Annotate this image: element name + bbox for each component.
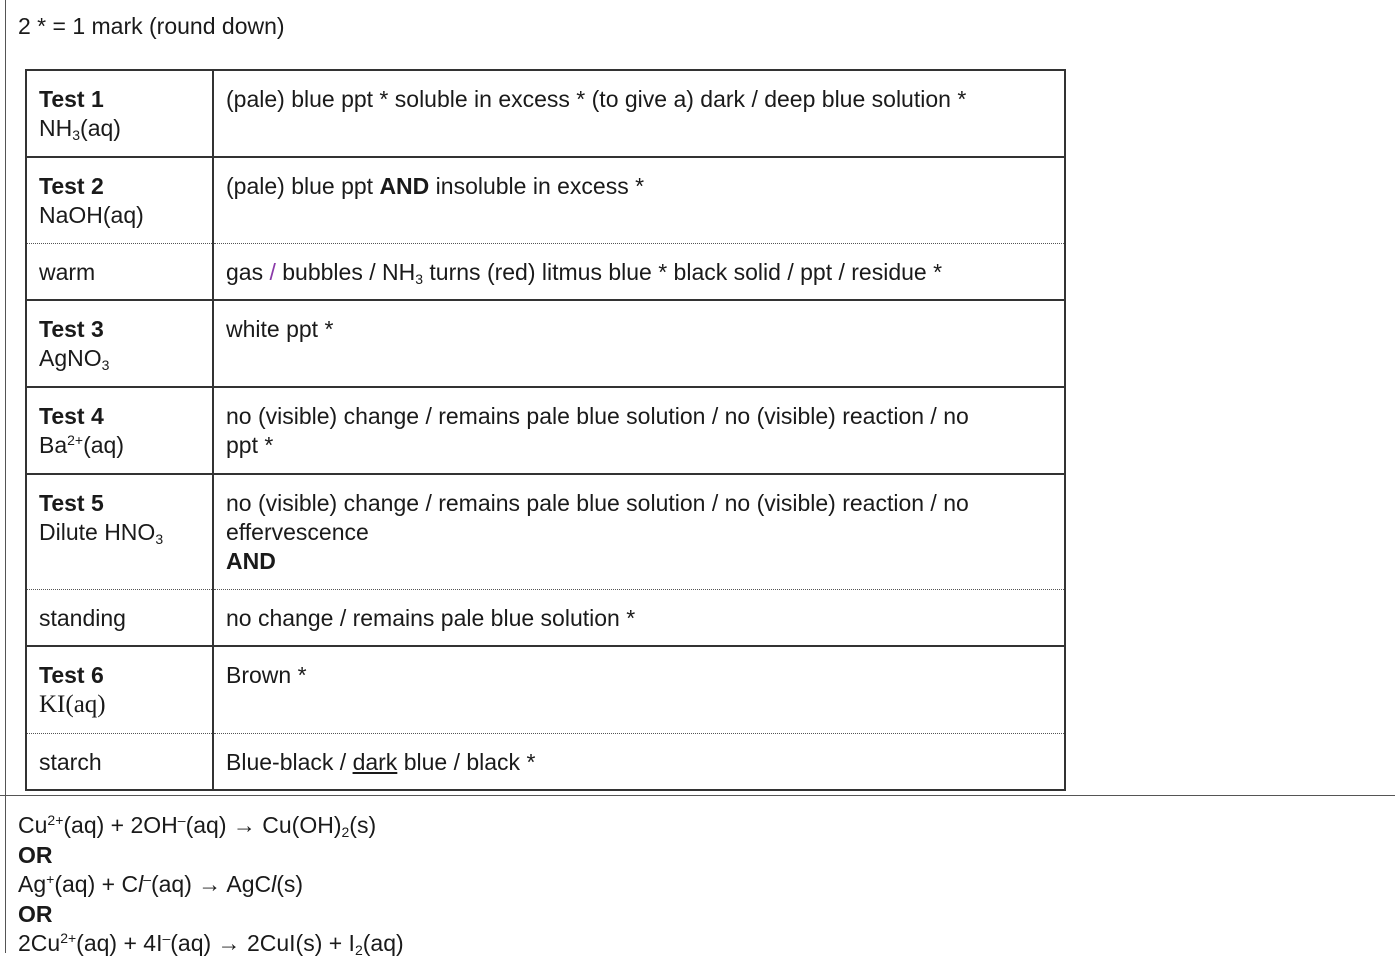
table-row [26,70,1065,157]
result-cell: (pale) blue ppt AND insoluble in excess * [213,157,1065,244]
result-cell: white ppt * [213,300,1065,387]
ionic-equations [18,811,404,959]
reagent: $NH_3(aq)$ [39,115,121,143]
test-cell [26,474,213,590]
condition-cell: starch [26,734,213,791]
test-title: Test 4 [39,403,104,429]
marking-note: 2 * = 1 mark (round down) [18,13,285,39]
or-label: OR [18,841,53,868]
reagent: AgNO$_3$ [39,345,110,373]
test-cell [26,387,213,474]
test-title: Test 5 [39,490,104,516]
test-cell [26,157,213,244]
reagent: $Ba^{2+}(aq)$ [39,432,125,458]
result-cell: no (visible) change / remains pale blue solution / no (visible) reaction / no effervescence AND [213,474,1065,590]
result-cell: no (visible) change / remains pale blue solution / no (visible) reaction / no ppt * [213,387,1065,474]
table-row [26,244,1065,301]
table-row [26,734,1065,791]
or-label: OR [18,900,53,927]
equation-3: $2Cu^{2+}(aq) + 4I^-(aq) \to 2CuI(s) + I_2(aq)$ [18,930,404,958]
left-border-rule [5,0,6,953]
result-cell: (pale) blue ppt * soluble in excess * (to give a) dark / deep blue solution * [213,70,1065,157]
test-title: Test 2 [39,173,104,199]
test-cell [26,646,213,734]
result-cell: gas / bubbles / $NH_3$ turns (red) litmus blue * black solid / ppt / residue * [213,244,1065,301]
test-title: Test 3 [39,316,104,342]
table-row [26,474,1065,590]
section-divider [0,795,1395,796]
table-row [26,157,1065,244]
reagent: KI(aq) [39,691,106,718]
table-row [26,387,1065,474]
table-row [26,300,1065,387]
reagent: NaOH(aq) [39,202,144,228]
test-cell [26,300,213,387]
table-row [26,646,1065,734]
test-title: Test 6 [39,662,104,688]
result-cell: Blue-black / dark blue / black * [213,734,1065,791]
equation-2: Ag+(aq) + Cl–(aq) → AgCl(s) [18,871,304,897]
marking-scheme-table [25,69,1066,791]
equation-1: $Cu^{2+}(aq) + 2OH^-(aq) \to Cu(OH)_2(s)$ [18,812,377,840]
condition-cell: warm [26,244,213,301]
test-title: Test 1 [39,86,104,112]
table-row [26,590,1065,647]
condition-cell: standing [26,590,213,647]
test-cell [26,70,213,157]
reagent: Dilute $HNO_3$ [39,519,164,547]
result-cell: no change / remains pale blue solution * [213,590,1065,647]
result-cell: Brown * [213,646,1065,734]
